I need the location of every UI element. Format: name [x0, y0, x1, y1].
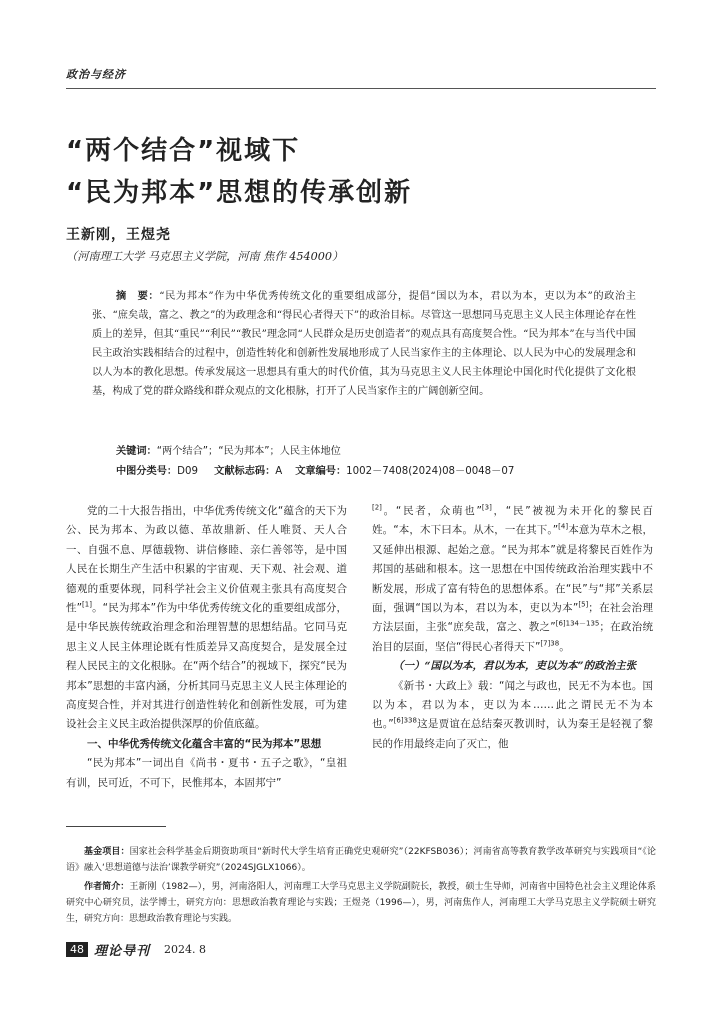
fund-label: 基金项目： [84, 847, 130, 857]
abstract [92, 287, 636, 401]
keywords-text: “两个结合”；“民为邦本”；人民主体地位 [156, 446, 341, 457]
header-divider [66, 88, 656, 89]
body-paragraph-3: 《新书・大政上》载：“闻之与政也，民无不为本也。国以为本，君以为本，吏以为本……此之谓民无不为本也。”$^{[6]338}$这是贾谊在总结秦灭教训时，认为秦王是轻视了黎民的作用最终走向了灭亡，他 [372, 679, 653, 750]
citation-ref: [5] [578, 600, 589, 609]
classification-line [116, 462, 514, 477]
citation-ref: [2] [372, 503, 382, 512]
keywords-label: 关键词： [116, 446, 157, 457]
body-paragraph-1: 党的二十大报告指出，中华优秀传统文化“蕴含的天下为公、民为邦本、为政以德、革故鼎新、任人唯贤、天人合一、自强不息、厚德载物、讲信修睦、亲仁善邻等，是中国人民在长期生产生活中积累的宇宙观、天下观、社会观、道德观的重要体现，同科学社会主义价值观主张具有高度契合性”[1]。“民为邦本”作为中华优秀传统文化的重要组成部分，是中华民族传统政治理念和治理智慧的思想结晶。它同马克思主义人民主体理论既有性质差异又高度契合，是发展全过程人民民主的文化根脉。在“两个结合”的视域下，探究“民为邦本”思想的丰富内涵，分析其同马克思主义人民主体理论的高度契合性，并对其进行创造性转化和创新性发展，可为建设社会主义民主政治提供深厚的价值底蕴。 [66, 505, 347, 731]
author-bio-label: 作者简介： [84, 882, 130, 892]
article-number-label: 文章编号： [295, 466, 347, 477]
body-column-right [372, 502, 653, 754]
citation-ref: [1] [82, 600, 92, 609]
page-number: 48 [66, 942, 88, 957]
authors: 王新刚，王煜尧 [66, 227, 171, 243]
body-paragraph-2-start: “民为邦本”一词出自《尚书・夏书・五子之歌》，“皇祖有训，民可近，不可下，民惟邦本，本固邦宁” [66, 757, 347, 789]
issue-number: 2024. 8 [164, 942, 207, 956]
abstract-label: 摘 要： [116, 290, 160, 302]
author-bio-text: 王新刚（1982—），男，河南洛阳人，河南理工大学马克思主义学院副院长，教授，硕士生导师，河南省中国特色社会主义理论体系研究中心研究员，法学博士，研究方向：思想政治教育理论与实践；王煜尧（1996—），男，河南焦作人，河南理工大学马克思主义学院硕士研究生，研究方向：思想政治教育理论与实践。 [66, 882, 656, 924]
article-title-line-2: “民为邦本”思想的传承创新 [66, 178, 413, 208]
clc-value: D09 [177, 466, 198, 477]
journal-name: 理论导刊 [94, 943, 151, 959]
clc-label: 中图分类号： [116, 466, 178, 477]
footnote-divider [66, 826, 166, 827]
section-heading-1: 一、中华优秀传统文化蕴含丰富的“民为邦本”思想 [87, 737, 322, 750]
section-label: 政治与经济 [66, 68, 126, 81]
body-column-left [66, 502, 347, 793]
author-note [66, 879, 656, 927]
abstract-text: “民为邦本”作为中华优秀传统文化的重要组成部分，提倡“国以为本，君以为本，吏以为本”的政治主张、“庶矣哉，富之、教之”的为政理念和“得民心者得天下”的政治目标。尽管这一思想同马克思主义人民主体理论存在性质上的差异，但其“重民”“利民”“教民”理念同“人民群众是历史创造者”的观点具有高度契合性。“民为邦本”在与当代中国民主政治实践相结合的过程中，创造性转化和创新性发展地形成了人民当家作主的主体理论、以人民为中心的发展理念和以人为本的教化思想。传承发展这一思想具有重大的时代价值，其为马克思主义人民主体理论中国化时代化提供了文化根基，构成了党的群众路线和群众观点的文化根脉，打开了人民当家作主的广阔创新空间。 [92, 291, 636, 397]
citation-ref: [6]338 [393, 716, 417, 725]
footnotes [66, 844, 656, 930]
citation-ref: [6]134－135 [555, 619, 600, 628]
fund-note [66, 844, 656, 876]
citation-ref: [4] [558, 522, 569, 531]
article-title-line-1: “两个结合”视域下 [66, 136, 301, 166]
doc-code-value: A [275, 466, 283, 477]
affiliation: （河南理工大学 马克思主义学院，河南 焦作 454000） [66, 250, 344, 263]
page-footer [66, 940, 206, 958]
citation-ref: [7]38 [540, 639, 560, 648]
fund-text: 国家社会科学基金后期资助项目“新时代大学生培育正确党史观研究”（22KFSB036）；河南省高等教育教学改革研究与实践项目“《论语》融入‘思想道德与法治’课教学研究”（2024SJGLX1066）。 [66, 847, 656, 873]
article-number-value: 1002－7408(2024)08－0048－07 [346, 466, 515, 477]
subsection-heading-1: （一）“国以为本，君以为本，吏以为本”的政治主张 [393, 660, 637, 673]
doc-code-label: 文献标志码： [214, 466, 276, 477]
citation-ref: [3] [481, 503, 492, 512]
body-paragraph-2-cont: [2]。“民者，众萌也”[3]，“民”被视为未开化的黎民百姓。“本，木下曰本。从木，一在其下。”[4]本意为草木之根，又延伸出根源、起始之意。“民为邦本”就是将黎民百姓作为邦国的基础和根本。这一思想在中国传统政治治理实践中不断发展，形成了富有特色的思想体系。在“民”与“邦”关系层面，强调“国以为本，君以为本，吏以为本”[5]；在社会治理方法层面，主张“庶矣哉，富之、教之”$^{[6]134-135}$；在政治统治目的层面，坚信“得民心者得天下”$^{[7]38}$。 [372, 503, 654, 653]
keywords [116, 442, 341, 457]
